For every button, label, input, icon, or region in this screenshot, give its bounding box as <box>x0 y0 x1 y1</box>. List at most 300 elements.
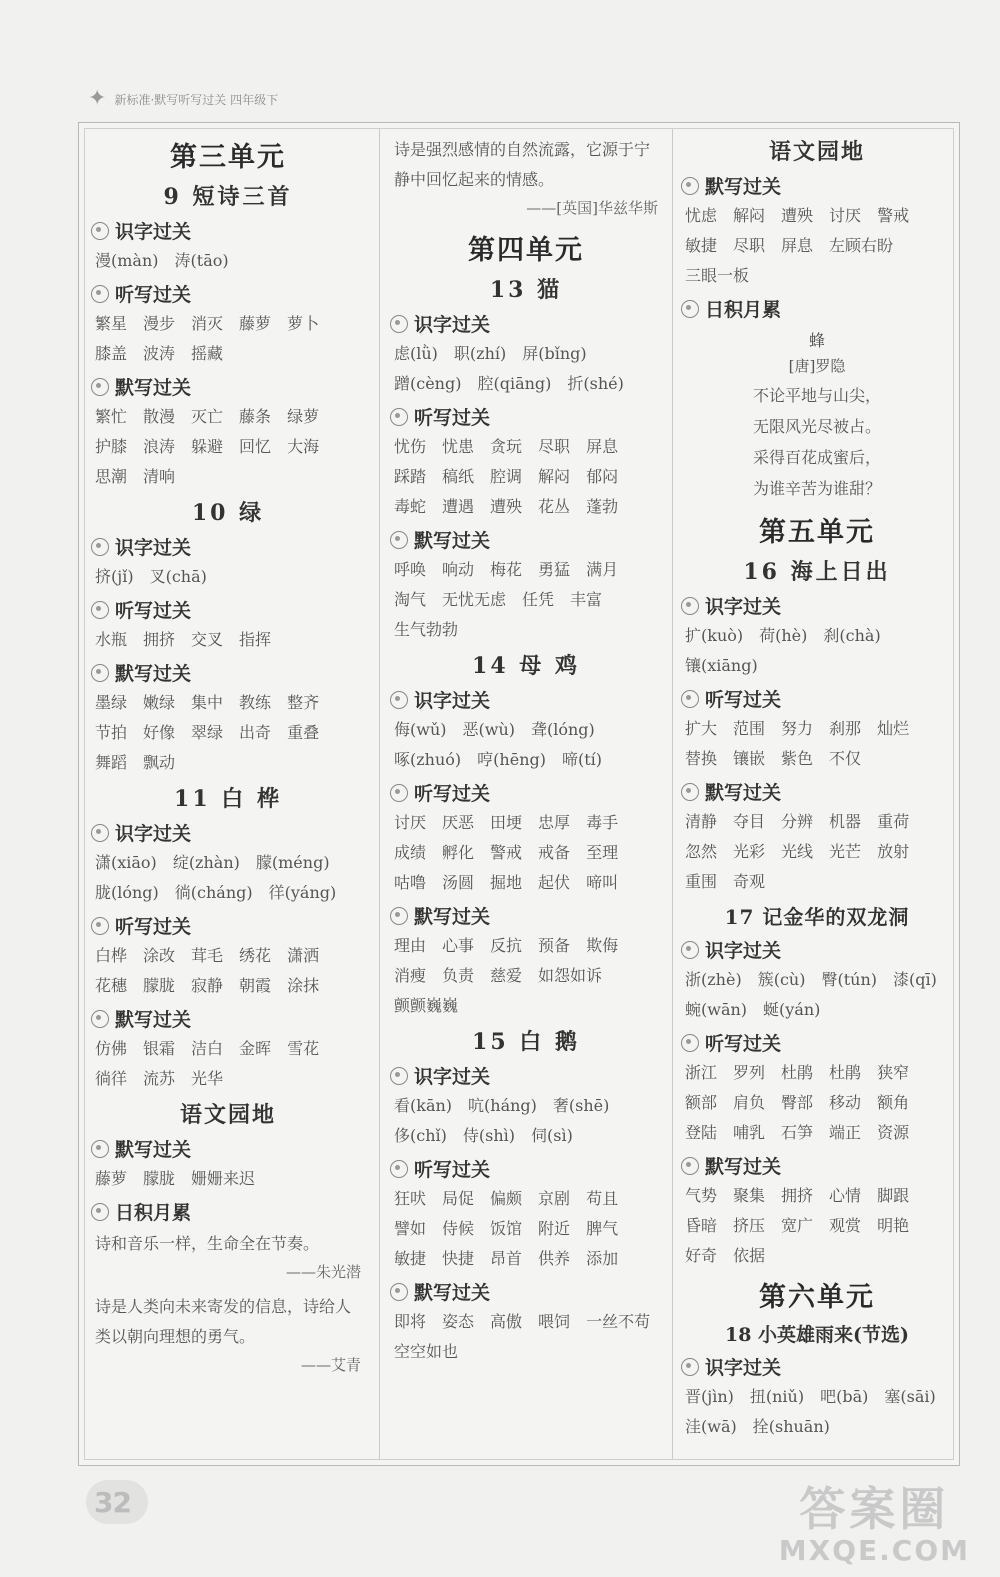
vocab-word: 响动 <box>442 560 475 579</box>
vocab-word: 附近 <box>538 1219 571 1238</box>
vocab-word: 绣花 <box>239 946 272 965</box>
section-bullet-icon <box>91 917 109 935</box>
vocab-word: 整齐 <box>287 693 320 712</box>
vocab-word: 譬如 <box>394 1219 427 1238</box>
section-bullet-icon <box>91 538 109 556</box>
vocab-word: 空空如也 <box>394 1342 459 1361</box>
vocab-word: 依据 <box>733 1246 766 1265</box>
vocab-word: 侍(shì) <box>462 1126 515 1145</box>
vocab-word: 躲避 <box>191 437 224 456</box>
section-bullet-icon <box>681 1358 699 1376</box>
vocab-word: 忠厚 <box>538 813 571 832</box>
vocab-word: 拥挤 <box>143 630 176 649</box>
vocab-word: 吧(bā) <box>820 1387 869 1406</box>
poem-line: 无限风光尽被占。 <box>752 417 881 436</box>
vocab-word: 预备 <box>538 936 571 955</box>
vocab-word: 苟且 <box>586 1189 619 1208</box>
vocab-word: 晋(jìn) <box>685 1387 734 1406</box>
section-label: 听写过关 <box>705 1033 782 1055</box>
section-label: 默写过关 <box>414 530 491 552</box>
vocab-word: 心情 <box>829 1186 862 1205</box>
vocab-word: 侈(chǐ) <box>394 1126 447 1145</box>
vocab-word: 杜鹃 <box>829 1063 862 1082</box>
section-bullet-icon <box>390 1283 408 1301</box>
watermark-url: MXQE.COM <box>778 1534 970 1567</box>
vocab-word: 满月 <box>586 560 619 579</box>
vocab-word: 白桦 <box>95 946 128 965</box>
vocab-word: 呼唤 <box>394 560 427 579</box>
vocab-word: 光线 <box>781 842 814 861</box>
word-list <box>394 810 664 896</box>
vocab-word: 蜒(yán) <box>763 1000 821 1019</box>
vocab-word: 萝卜 <box>287 314 320 333</box>
section-bullet-icon <box>390 1160 408 1178</box>
vocab-word: 蓬勃 <box>586 497 619 516</box>
vocab-word: 机器 <box>829 812 862 831</box>
vocab-word: 繁忙 <box>95 407 128 426</box>
section-bullet-icon <box>91 1010 109 1028</box>
vocab-word: 端正 <box>829 1123 862 1142</box>
vocab-word: 毒手 <box>586 813 619 832</box>
vocab-word: 花丛 <box>538 497 571 516</box>
poem-line: 采得百花成蜜后， <box>752 448 881 467</box>
vocab-word: 饭馆 <box>490 1219 523 1238</box>
section-header <box>390 902 664 929</box>
vocab-word: 浙江 <box>685 1063 718 1082</box>
vocab-word: 雪花 <box>287 1039 320 1058</box>
section-bullet-icon <box>390 784 408 802</box>
watermark <box>779 1484 970 1567</box>
section-label: 默写过关 <box>705 176 782 198</box>
vocab-word: 拴(shuān) <box>752 1417 830 1436</box>
vocab-word: 伺(sì) <box>531 1126 573 1145</box>
vocab-word: 欺侮 <box>586 936 619 955</box>
vocab-word: 移动 <box>829 1093 862 1112</box>
vocab-word: 灭亡 <box>191 407 224 426</box>
unit-title-6: 第六单元 <box>759 1282 875 1313</box>
section-header <box>91 1135 367 1162</box>
vocab-word: 资源 <box>877 1123 910 1142</box>
vocab-word: 紫色 <box>781 749 814 768</box>
word-list <box>685 967 955 1023</box>
section-header <box>91 217 367 244</box>
vocab-word: 即将 <box>394 1312 427 1331</box>
section-label: 默写过关 <box>705 1156 782 1178</box>
vocab-word: 洼(wā) <box>685 1417 737 1436</box>
section-label: 默写过关 <box>115 663 192 685</box>
vocab-word: 郁闷 <box>586 467 619 486</box>
vocab-word: 田埂 <box>490 813 523 832</box>
vocab-word: 重叠 <box>287 723 320 742</box>
vocab-word: 浙(zhè) <box>685 970 742 989</box>
page-frame <box>78 122 960 1466</box>
vocab-word: 簇(cù) <box>757 970 806 989</box>
vocab-word: 负责 <box>442 966 475 985</box>
vocab-word: 昂首 <box>490 1249 523 1268</box>
section-header <box>91 373 367 400</box>
vocab-word: 忽然 <box>685 842 718 861</box>
vocab-word: 贪玩 <box>490 437 523 456</box>
vocab-word: 敏捷 <box>394 1249 427 1268</box>
vocab-word: 消灭 <box>191 314 224 333</box>
section-bullet-icon <box>681 177 699 195</box>
section-bullet-icon <box>390 907 408 925</box>
vocab-word: 尽职 <box>733 236 766 255</box>
vocab-word: 扩(kuò) <box>685 626 744 645</box>
star-icon: ✦ <box>88 86 107 111</box>
section-label: 默写过关 <box>115 1009 192 1031</box>
section-label: 默写过关 <box>115 377 192 399</box>
vocab-word: 生气勃勃 <box>394 620 459 639</box>
vocab-word: 忧伤 <box>394 437 427 456</box>
vocab-word: 杜鹃 <box>781 1063 814 1082</box>
section-bullet-icon <box>91 664 109 682</box>
section-label: 听写过关 <box>414 1159 491 1181</box>
watermark-logo-text: 答案圈 <box>799 1482 950 1536</box>
vocab-word: 蹭(cèng) <box>394 374 462 393</box>
section-header <box>91 819 367 846</box>
section-label: 默写过关 <box>705 782 782 804</box>
word-list <box>95 1166 367 1192</box>
section-bullet-icon <box>390 1067 408 1085</box>
vocab-word: 努力 <box>781 719 814 738</box>
vocab-word: 看(kān) <box>394 1096 453 1115</box>
vocab-word: 重荷 <box>877 812 910 831</box>
vocab-word: 灿烂 <box>877 719 910 738</box>
word-list <box>685 1384 955 1440</box>
section-header <box>91 912 367 939</box>
vocab-word: 勇猛 <box>538 560 571 579</box>
section-bullet-icon <box>91 222 109 240</box>
word-list <box>95 850 367 906</box>
lesson-title-13: 13 猫 <box>489 277 563 303</box>
vocab-word: 敏捷 <box>685 236 718 255</box>
vocab-word: 气势 <box>685 1186 718 1205</box>
word-list <box>394 717 664 773</box>
vocab-word: 额部 <box>685 1093 718 1112</box>
vocab-word: 指挥 <box>239 630 272 649</box>
vocab-word: 清静 <box>685 812 718 831</box>
vocab-word: 哼(hēng) <box>477 750 546 769</box>
section-bullet-icon <box>91 285 109 303</box>
section-header <box>681 592 955 619</box>
word-list <box>685 1060 955 1146</box>
vocab-word: 花穗 <box>95 976 128 995</box>
vocab-word: 重围 <box>685 872 718 891</box>
vocab-word: 臀(tún) <box>821 970 877 989</box>
lesson-title-10: 10 绿 <box>191 500 265 526</box>
vocab-word: 光彩 <box>733 842 766 861</box>
vocab-word: 绽(zhàn) <box>172 853 240 872</box>
section-label: 听写过关 <box>705 689 782 711</box>
section-label: 日积月累 <box>705 299 782 321</box>
vocab-word: 教练 <box>239 693 272 712</box>
section-header <box>681 1029 955 1056</box>
column-2 <box>379 129 673 1459</box>
word-list <box>685 623 955 679</box>
vocab-word: 罗列 <box>733 1063 766 1082</box>
section-label: 识字过关 <box>705 596 782 618</box>
vocab-word: 胧(lóng) <box>95 883 159 902</box>
vocab-word: 添加 <box>586 1249 619 1268</box>
vocab-word: 颤颤巍巍 <box>394 996 459 1015</box>
section-label: 默写过关 <box>414 906 491 928</box>
section-header <box>390 779 664 806</box>
lesson-title-18: 18 小英雄雨来(节选) <box>724 1324 910 1346</box>
quote-source: ——朱光潜 <box>285 1263 361 1281</box>
vocab-word: 高傲 <box>490 1312 523 1331</box>
vocab-word: 解闷 <box>538 467 571 486</box>
vocab-word: 折(shé) <box>567 374 624 393</box>
poem-body <box>679 380 955 504</box>
vocab-word: 踩踏 <box>394 467 427 486</box>
vocab-word: 咕噜 <box>394 873 427 892</box>
page-number: 32 <box>94 1486 131 1519</box>
vocab-word: 摇藏 <box>191 344 224 363</box>
vocab-word: 飘动 <box>143 753 176 772</box>
word-list <box>95 627 367 653</box>
vocab-word: 遭殃 <box>781 206 814 225</box>
word-list <box>95 690 367 776</box>
vocab-word: 观赏 <box>829 1216 862 1235</box>
vocab-word: 京剧 <box>538 1189 571 1208</box>
vocab-word: 交叉 <box>191 630 224 649</box>
vocab-word: 拥挤 <box>781 1186 814 1205</box>
quote-text: 诗和音乐一样，生命全在节奏。 <box>95 1234 320 1253</box>
vocab-word: 潇(xiāo) <box>95 853 157 872</box>
vocab-word: 银霜 <box>143 1039 176 1058</box>
vocab-word: 起伏 <box>538 873 571 892</box>
section-bullet-icon <box>91 378 109 396</box>
section-header <box>681 172 955 199</box>
vocab-word: 脚跟 <box>877 1186 910 1205</box>
vocab-word: 稿纸 <box>442 467 475 486</box>
vocab-word: 叉(chā) <box>149 567 207 586</box>
lesson-title-14: 14 母 鸡 <box>472 653 580 679</box>
vocab-word: 淘气 <box>394 590 427 609</box>
vocab-word: 金晖 <box>239 1039 272 1058</box>
vocab-word: 嫩绿 <box>143 693 176 712</box>
word-list <box>394 933 664 1019</box>
vocab-word: 汤圆 <box>442 873 475 892</box>
vocab-word: 茸毛 <box>191 946 224 965</box>
section-header <box>91 659 367 686</box>
section-label: 识字过关 <box>115 221 192 243</box>
unit-title-5: 第五单元 <box>759 517 875 548</box>
vocab-word: 波涛 <box>143 344 176 363</box>
vocab-word: 狭窄 <box>877 1063 910 1082</box>
running-head-text: 新标准·默写听写过关 四年级下 <box>114 92 279 107</box>
vocab-word: 奇观 <box>733 872 766 891</box>
vocab-word: 浪涛 <box>143 437 176 456</box>
section-label: 默写过关 <box>115 1139 192 1161</box>
section-label: 听写过关 <box>115 916 192 938</box>
section-bullet-icon <box>681 597 699 615</box>
column-3 <box>673 129 955 1459</box>
vocab-word: 职(zhí) <box>453 344 507 363</box>
vocab-word: 光华 <box>191 1069 224 1088</box>
word-list <box>685 716 955 772</box>
vocab-word: 腔(qiāng) <box>477 374 552 393</box>
vocab-word: 好奇 <box>685 1246 718 1265</box>
vocab-word: 尽职 <box>538 437 571 456</box>
yuwen-yuandi-title: 语文园地 <box>768 139 865 165</box>
vocab-word: 消瘦 <box>394 966 427 985</box>
vocab-word: 出奇 <box>239 723 272 742</box>
vocab-word: 夺目 <box>733 812 766 831</box>
vocab-word: 毒蛇 <box>394 497 427 516</box>
unit-title-4: 第四单元 <box>468 235 584 266</box>
vocab-word: 集中 <box>191 693 224 712</box>
quote-source: ——艾青 <box>300 1356 361 1374</box>
section-header <box>681 936 955 963</box>
lesson-title-17: 17 记金华的双龙洞 <box>724 905 910 929</box>
vocab-word: 供养 <box>538 1249 571 1268</box>
vocab-word: 石笋 <box>781 1123 814 1142</box>
vocab-word: 遭殃 <box>490 497 523 516</box>
section-label: 听写过关 <box>414 783 491 805</box>
vocab-word: 朦(méng) <box>255 853 330 872</box>
quote-text: 诗是强烈感情的自然流露，它源于宁静中回忆起来的情感。 <box>394 140 651 189</box>
section-label: 识字过关 <box>705 940 782 962</box>
vocab-word: 宽广 <box>781 1216 814 1235</box>
section-header <box>390 403 664 430</box>
lesson-title-16: 16 海上日出 <box>743 559 891 585</box>
word-list <box>95 311 367 367</box>
section-header <box>681 685 955 712</box>
word-list <box>394 1186 664 1272</box>
vocab-word: 散漫 <box>143 407 176 426</box>
section-bullet-icon <box>91 824 109 842</box>
vocab-word: 扭(niǔ) <box>749 1387 805 1406</box>
section-header <box>390 686 664 713</box>
vocab-word: 肩负 <box>733 1093 766 1112</box>
vocab-word: 流苏 <box>143 1069 176 1088</box>
vocab-word: 姿态 <box>442 1312 475 1331</box>
lesson-title-15: 15 白 鹅 <box>472 1029 580 1055</box>
vocab-word: 解闷 <box>733 206 766 225</box>
section-header <box>390 1155 664 1182</box>
word-list <box>95 404 367 490</box>
section-header <box>681 1152 955 1179</box>
word-list <box>394 341 664 397</box>
word-list <box>685 809 955 895</box>
vocab-word: 膝盖 <box>95 344 128 363</box>
vocab-word: 局促 <box>442 1189 475 1208</box>
section-header <box>91 1005 367 1032</box>
section-header <box>681 1353 955 1380</box>
word-list <box>394 557 664 643</box>
section-label: 识字过关 <box>414 314 491 336</box>
vocab-word: 慈爱 <box>490 966 523 985</box>
vocab-word: 至理 <box>586 843 619 862</box>
vocab-word: 虑(lǜ) <box>394 344 438 363</box>
word-list <box>394 434 664 520</box>
vocab-word: 蜿(wān) <box>685 1000 748 1019</box>
vocab-word: 清响 <box>143 467 176 486</box>
vocab-word: 翠绿 <box>191 723 224 742</box>
section-bullet-icon <box>681 1034 699 1052</box>
section-label: 听写过关 <box>115 600 192 622</box>
section-header <box>91 280 367 307</box>
vocab-word: 恶(wù) <box>462 720 515 739</box>
vocab-word: 快捷 <box>442 1249 475 1268</box>
section-label: 识字过关 <box>414 690 491 712</box>
vocab-word: 朝霞 <box>239 976 272 995</box>
vocab-word: 挤(jǐ) <box>95 567 134 586</box>
section-header <box>91 596 367 623</box>
word-list <box>95 1036 367 1092</box>
vocab-word: 丰富 <box>570 590 603 609</box>
vocab-word: 寂静 <box>191 976 224 995</box>
word-list <box>394 1093 664 1149</box>
section-label: 识字过关 <box>115 823 192 845</box>
poem-line: 为谁辛苦为谁甜？ <box>752 479 881 498</box>
vocab-word: 刹那 <box>829 719 862 738</box>
vocab-word: 范围 <box>733 719 766 738</box>
vocab-word: 奢(shē) <box>552 1096 610 1115</box>
vocab-word: 墨绿 <box>95 693 128 712</box>
vocab-word: 徉(yáng) <box>268 883 337 902</box>
section-bullet-icon <box>390 691 408 709</box>
section-header <box>390 310 664 337</box>
vocab-word: 讨厌 <box>829 206 862 225</box>
section-bullet-icon <box>681 1157 699 1175</box>
vocab-word: 漫步 <box>143 314 176 333</box>
vocab-word: 讨厌 <box>394 813 427 832</box>
section-bullet-icon <box>390 408 408 426</box>
vocab-word: 思潮 <box>95 467 128 486</box>
section-header <box>91 533 367 560</box>
vocab-word: 喂饲 <box>538 1312 571 1331</box>
vocab-word: 塞(sāi) <box>884 1387 936 1406</box>
section-header <box>390 1278 664 1305</box>
vocab-word: 警戒 <box>490 843 523 862</box>
vocab-word: 反抗 <box>490 936 523 955</box>
vocab-word: 警戒 <box>877 206 910 225</box>
vocab-word: 涂改 <box>143 946 176 965</box>
vocab-word: 不仅 <box>829 749 862 768</box>
section-bullet-icon <box>390 315 408 333</box>
word-list <box>685 203 955 289</box>
vocab-word: 光芒 <box>829 842 862 861</box>
vocab-word: 忧虑 <box>685 206 718 225</box>
quote-source: ——[英国]华兹华斯 <box>526 199 658 217</box>
vocab-word: 额角 <box>877 1093 910 1112</box>
section-header <box>681 295 955 322</box>
vocab-word: 登陆 <box>685 1123 718 1142</box>
vocab-word: 聋(lóng) <box>531 720 595 739</box>
vocab-word: 漆(qī) <box>893 970 937 989</box>
word-list <box>95 943 367 999</box>
section-label: 识字过关 <box>705 1357 782 1379</box>
vocab-word: 荷(hè) <box>759 626 808 645</box>
vocab-word: 屏息 <box>586 437 619 456</box>
vocab-word: 狂吠 <box>394 1189 427 1208</box>
vocab-word: 徜徉 <box>95 1069 128 1088</box>
vocab-word: 一丝不苟 <box>586 1312 651 1331</box>
vocab-word: 屏息 <box>781 236 814 255</box>
lesson-title-11: 11 白 桦 <box>174 786 282 812</box>
section-label: 识字过关 <box>414 1066 491 1088</box>
yuwen-yuandi-title: 语文园地 <box>179 1102 276 1128</box>
vocab-word: 啼(tí) <box>561 750 603 769</box>
column-1 <box>89 129 367 1459</box>
section-bullet-icon <box>681 941 699 959</box>
vocab-word: 哺乳 <box>733 1123 766 1142</box>
section-bullet-icon <box>91 1203 109 1221</box>
vocab-word: 三眼一板 <box>685 266 750 285</box>
